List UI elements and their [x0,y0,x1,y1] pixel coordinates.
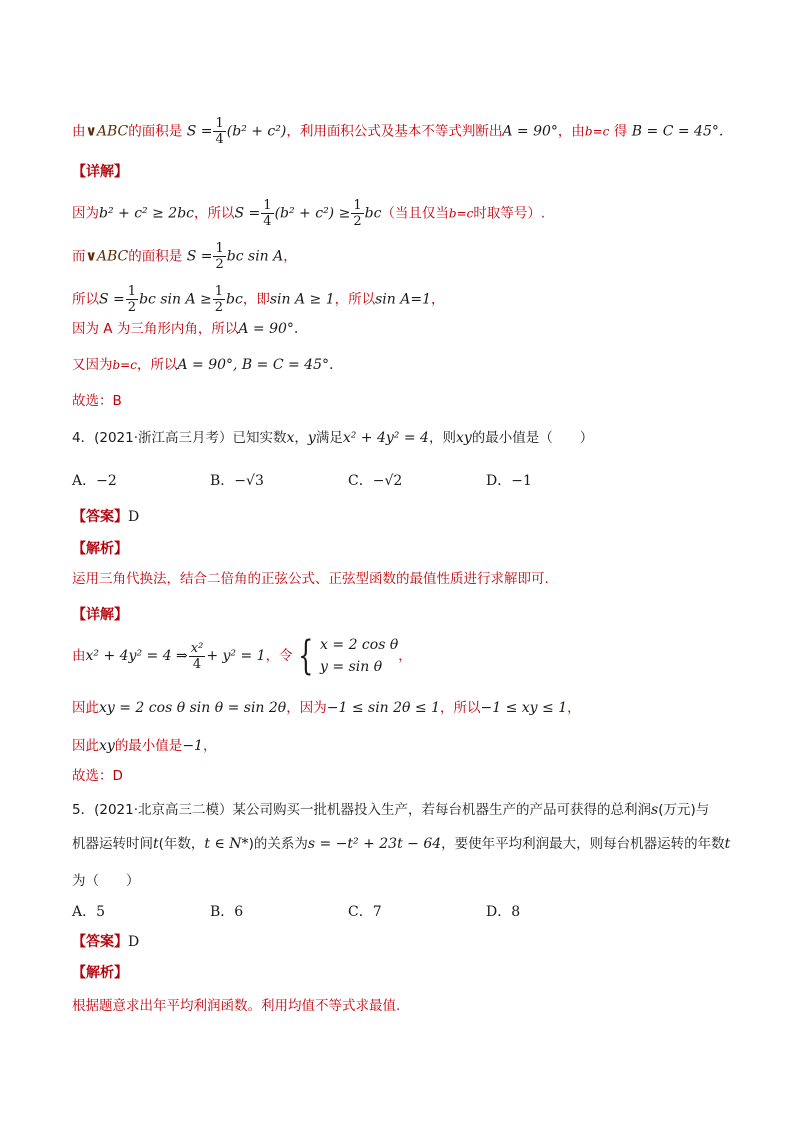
text: 的最小值是（ ） [471,430,594,446]
math: t [153,836,159,852]
math: xy [455,430,472,446]
text: . [293,321,299,337]
equation-system [320,634,398,678]
math: sin A ≥ 1 [269,291,335,308]
fraction-1-2 [351,198,363,229]
question-4-option-a: A．−2 [72,473,117,489]
question-4-option-c: C．−√2 [348,473,403,489]
text: ，所以 [136,357,178,373]
detail-line-1 [72,198,545,229]
math: −1 ≤ xy ≤ 1 [480,700,568,716]
math: A = 90° [238,321,294,337]
math: xy = 2 cos θ sin θ = sin 2θ [99,700,287,716]
text: ， [294,430,308,446]
text: ，则 [428,430,456,446]
math: x² + 4y² = 4 [342,430,429,446]
text: 由 [72,648,86,664]
text: ，所以 [194,205,235,222]
text: 的面积是 [128,248,183,265]
question-5-answer [72,933,139,951]
math: x² + 4y² = 4 ⇒ [85,648,188,664]
detail-line-conclusion [72,737,216,755]
question-4-answer [72,508,139,526]
math: A = 90° [502,123,558,140]
text: ，利用面积公式及基本不等式判断出 [286,123,503,140]
text: 因此 [72,700,99,716]
text: ，所以 [440,700,481,716]
detail-line-product [72,699,581,717]
text: 又因为 [72,357,113,373]
text: 因此 [72,738,99,754]
text: 的最小值是 [114,738,183,754]
question-5-analysis: 根据题意求出年平均利润函数。利用均值不等式求最值. [72,998,401,1014]
math: s = −t² + 23t − 64 [307,836,442,852]
text: ， [202,738,217,754]
text: 因为 A 为三角形内角，所以 [72,321,239,337]
text: 的面积是 [128,123,183,140]
math: bc sin A [226,248,284,265]
math: (b² + c²) ≥ [274,205,351,222]
question-5-stem-line-3: 为（ ） [72,873,140,889]
analysis-tag: 【解析】 [72,541,128,557]
math: bc sin A ≥ [139,291,212,308]
left-brace: { [297,633,313,679]
text: 由 [72,123,86,140]
numerator: x² [190,640,204,656]
text: 满足 [315,430,343,446]
text: ， [567,700,581,716]
denominator: 2 [127,300,137,315]
math: S = [186,248,213,265]
text: （当且仅当 [381,205,449,222]
math: t [724,836,731,852]
fraction-1-4 [261,198,273,229]
detail-line-3 [72,284,445,315]
math: S = [234,205,261,222]
question-4-stem [72,429,593,447]
triangle-name: ABC [96,123,129,140]
triangle-name: ABC [96,248,129,265]
fraction-1-2 [213,241,225,272]
equation: y = sin θ [320,659,383,675]
question-5-option-a: A．5 [72,904,106,920]
fraction-1-4 [213,116,225,147]
triangle-symbol: ∨ [85,123,97,140]
text: ，即 [242,291,270,308]
detail-line-5 [72,356,333,374]
question-4-option-d: D．−1 [486,473,532,489]
text: ， [398,648,412,664]
answer-value: D [128,934,140,950]
text: (万元)与 [658,802,710,818]
text: 而 [72,248,86,265]
question-4-analysis: 运用三角代换法，结合二倍角的正弦公式、正弦型函数的最值性质进行求解即可. [72,571,549,587]
text: ，由 [557,123,585,140]
answer-choice-line: 故选：D [72,768,123,784]
math: + y² = 1 [206,648,266,664]
answer-value: D [128,509,140,525]
detail-line-substitution [72,634,412,678]
math: y [307,430,316,446]
numerator: 1 [353,198,362,213]
math: b² + c² ≥ 2bc [99,205,194,222]
math: bc [364,205,382,222]
math: x [286,430,295,446]
numerator: 1 [127,284,137,299]
detail-line-4 [72,320,298,338]
text: (年数， [158,836,205,852]
math: b=c [112,358,137,372]
text: 机器运转时间 [72,836,153,852]
text: ， [431,291,445,308]
question-4-option-b: B．−√3 [210,473,264,489]
text: ，要使年平均利润最大，则每台机器运转的年数 [441,836,725,852]
numerator: 1 [214,284,224,299]
answer-tag: 【答案】 [72,509,128,525]
numerator: 1 [263,198,272,213]
triangle-symbol: ∨ [85,248,97,265]
math: sin A=1 [375,291,432,308]
detail-tag: 【详解】 [72,607,128,623]
math: s [651,802,659,818]
numerator: 1 [215,116,224,131]
math: xy [99,738,115,754]
text: . [329,357,334,373]
denominator: 4 [263,214,272,229]
fraction-x2-4 [189,641,206,672]
text: ，令 [265,648,293,664]
denominator: 2 [353,214,362,229]
math: bc [226,291,243,308]
denominator: 2 [215,257,224,272]
fraction-1-2 [126,284,138,315]
numerator: 1 [215,241,224,256]
text: ，所以 [334,291,376,308]
text: 5．(2021·北京高三二模）某公司购买一批机器投入生产，若每台机器生产的产品可获得的总利润 [72,802,652,818]
equation: x = 2 cos θ [320,637,399,653]
math: A = 90°, B = C = 45° [177,357,330,373]
detail-tag: 【详解】 [72,164,128,180]
denominator: 4 [192,656,202,672]
intro-line [72,116,723,147]
text: 4．(2021·浙江高三月考）已知实数 [72,430,287,446]
fraction-1-2 [213,284,225,315]
question-5-option-c: C．7 [348,904,382,920]
question-5-option-d: D．8 [486,904,521,920]
text: ，因为 [286,700,327,716]
math: S = [99,291,125,308]
text: )的关系为 [248,836,308,852]
math: b=c [448,206,474,221]
question-5-option-b: B．6 [210,904,244,920]
question-5-stem-line-1 [72,801,709,819]
math: (b² + c²) [226,123,287,140]
math: B = C = 45°. [631,123,724,140]
math: −1 ≤ sin 2θ ≤ 1 [326,700,441,716]
answer-tag: 【答案】 [72,934,128,950]
answer-choice-line: 故选：B [72,393,122,409]
text: 因为 [72,205,99,222]
denominator: 4 [215,132,224,147]
text: 得 [613,123,628,140]
detail-line-2 [72,241,297,272]
text: 时取等号）. [473,205,546,222]
text: ， [283,248,297,265]
math: b=c [584,124,610,139]
math: −1 [182,738,203,754]
text: 所以 [72,291,99,308]
question-5-stem-line-2 [72,835,730,853]
math: S = [186,123,213,140]
denominator: 2 [214,300,224,315]
math: t ∈ N* [204,836,249,852]
analysis-tag: 【解析】 [72,965,128,981]
